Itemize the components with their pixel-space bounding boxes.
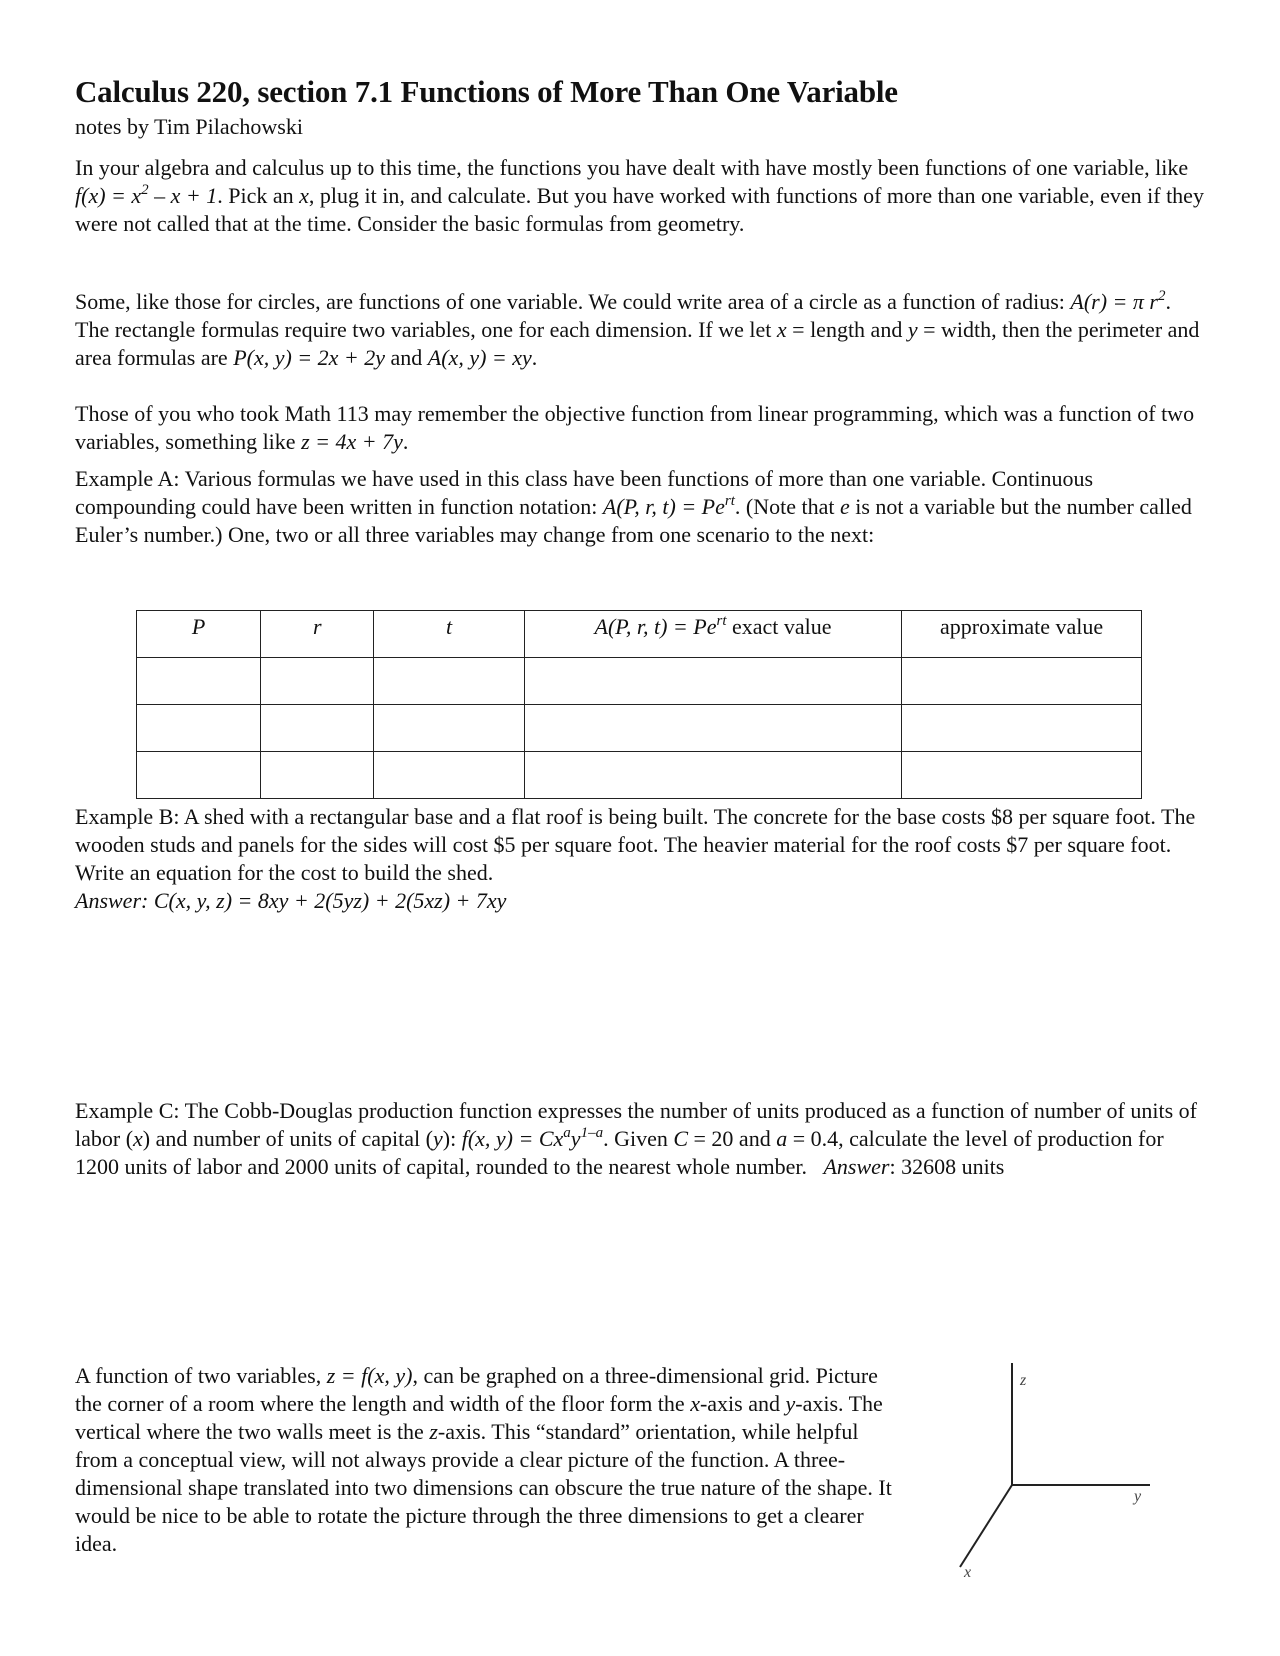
cell-t[interactable] bbox=[374, 658, 525, 705]
cell-p[interactable] bbox=[137, 705, 261, 752]
y-axis-label: y bbox=[1134, 1488, 1142, 1505]
cell-r[interactable] bbox=[261, 705, 374, 752]
example-b-text: Example B: A shed with a rectangular base and a flat roof is being built. The concrete for the base costs $8 per square foot. The wooden studs and panels for the sides will cost $5 per square foot. The heavier material for the roof costs $7 per square foot. Write an equation for the cost to build the shed. Answer: C(x, y, z) = 8xy + 2(5yz) + 2(5xz) + 7xy bbox=[75, 804, 1196, 913]
formula-perimeter: P(x, y) = 2x + 2y bbox=[233, 345, 386, 370]
intro-paragraph-3: Those of you who took Math 113 may remember the objective function from linear programming, which was a function of two variables, something like z = 4x + 7y. bbox=[75, 401, 1195, 454]
header-p: P bbox=[137, 611, 261, 658]
table-row bbox=[137, 705, 1142, 752]
z-axis-label: z bbox=[1020, 1372, 1027, 1389]
cell-approx[interactable] bbox=[902, 705, 1142, 752]
example-c-text: Example C: The Cobb-Douglas production function expresses the number of units produced as a function of number of units of labor (x) and number of units of capital (y): f(x, $y) = Cx^ay^{1-a}$. Given C = 20 and a = 0.4, calculate the level of production for 1200 units of labor and 2000 units of capital, rounded to the nearest whole number. Answer: 32608 units bbox=[75, 1098, 1197, 1179]
example-a-text: Example A: Various formulas we have used in this class have been functions of more than one variable. Continuous compounding could have been written in function notation: A(P, r, $t) = Pe^{rt}$. (Note that e is not a variable but the number called Euler’s number.) One, two or all three variables may change from one scenario to the next: bbox=[75, 466, 1192, 547]
example-c-answer: Answer bbox=[823, 1154, 890, 1179]
intro-paragraph-2: Some, like those for circles, are functions of one variable. We could write area of a circle as a function of radius: A(r) = π $r^2$. The rectangle formulas require two variables, one for each dimension. If we let x = length and y = width, then the perimeter and area formulas are P(x, y) = 2x + 2y and A(x, y) = xy. bbox=[75, 288, 1200, 370]
cell-t[interactable] bbox=[374, 752, 525, 799]
example-b-answer: Answer: C(x, y, z) = 8xy + 2(5yz) + 2(5xz) + 7xy bbox=[75, 888, 507, 913]
cell-approx[interactable] bbox=[902, 658, 1142, 705]
cell-r[interactable] bbox=[261, 752, 374, 799]
formula-cobb-douglas: f(x, $y) = Cx^ay^{1-a}$ bbox=[461, 1125, 604, 1151]
cell-r[interactable] bbox=[261, 658, 374, 705]
cell-exact[interactable] bbox=[524, 658, 901, 705]
x-axis-label: x bbox=[964, 1564, 972, 1581]
header-approximate-value: approximate value bbox=[902, 611, 1142, 658]
header-t: t bbox=[374, 611, 525, 658]
formula-continuous-compounding: A(P, r, $t) = Pe^{rt}$ bbox=[602, 493, 735, 519]
table-header-row bbox=[137, 611, 1142, 658]
formula-rect-area: A(x, y) = xy bbox=[427, 345, 532, 370]
cell-p[interactable] bbox=[137, 658, 261, 705]
table-row bbox=[137, 752, 1142, 799]
page-title: Calculus 220, section 7.1 Functions of More Than One Variable bbox=[75, 74, 898, 109]
three-d-paragraph: A function of two variables, z = f(x, y), can be graphed on a three-dimensional grid. Picture the corner of a room where the length and width of the floor form the x-axis and y-axis. The vertical where the two walls meet is the z-axis. This “standard” orientation, while helpful from a conceptual view, will not always provide a clear picture of the function. A three-dimensional shape translated into two dimensions can obscure the true nature of the shape. It would be nice to be able to rotate the picture through the three dimensions to get a clearer idea. bbox=[75, 1363, 892, 1556]
cell-p[interactable] bbox=[137, 752, 261, 799]
three-d-axes-diagram bbox=[950, 1355, 1180, 1595]
cell-exact[interactable] bbox=[524, 752, 901, 799]
header-exact-value: A(P, r, $t) = Pe^{rt}$ exact value bbox=[524, 611, 901, 658]
cell-t[interactable] bbox=[374, 705, 525, 752]
header-r: r bbox=[261, 611, 374, 658]
cell-approx[interactable] bbox=[902, 752, 1142, 799]
formula-quadratic: $f(x) = x^2 - x + 1$ bbox=[75, 182, 218, 208]
x-axis-line bbox=[960, 1485, 1012, 1567]
cell-exact[interactable] bbox=[524, 705, 901, 752]
compounding-table bbox=[136, 610, 1142, 799]
intro-paragraph-1: In your algebra and calculus up to this time, the functions you have dealt with have mostly been functions of one variable, like $f(x) = x^2 - x + 1$. Pick an x, plug it in, and calculate. But you have worked with functions of more than one variable, even if they were not called that at the time. Consider the basic formulas from geometry. bbox=[75, 155, 1204, 236]
table-row bbox=[137, 658, 1142, 705]
formula-circle-area: A(r) = π $r^2$ bbox=[1070, 288, 1166, 314]
formula-objective: z = 4x + 7y bbox=[301, 429, 403, 454]
author-line: notes by Tim Pilachowski bbox=[75, 114, 303, 139]
